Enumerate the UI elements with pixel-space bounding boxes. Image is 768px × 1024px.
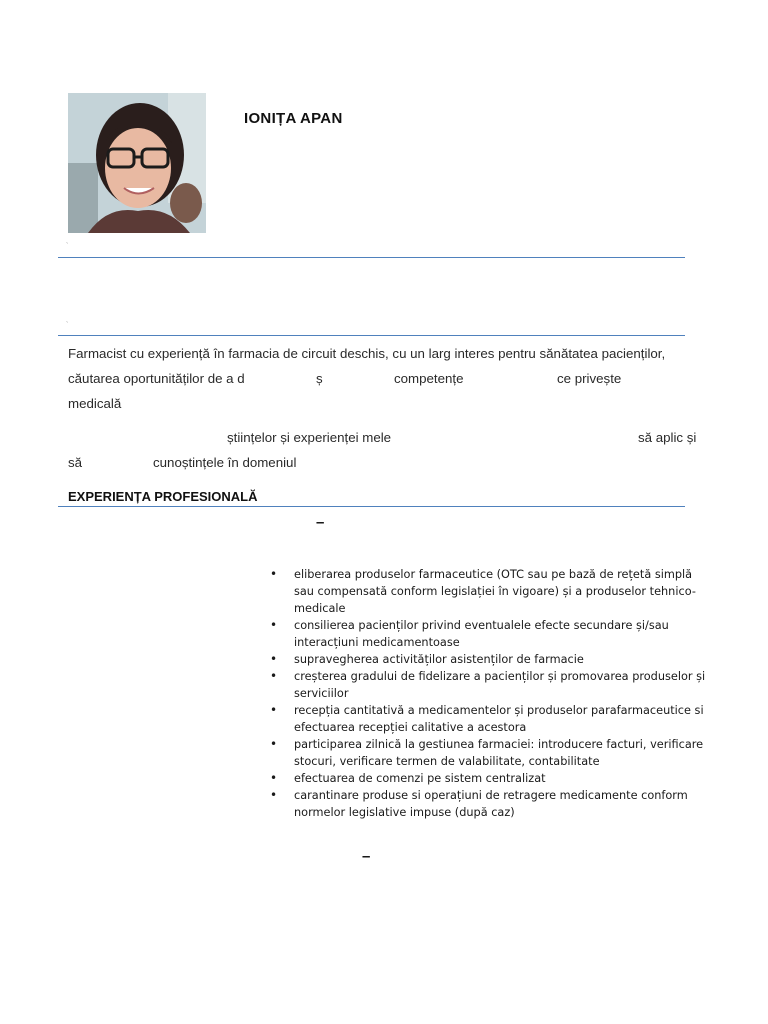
marker-tick: ` <box>66 243 69 250</box>
divider-line <box>58 335 685 336</box>
date-dash: – <box>362 848 371 865</box>
date-dash: – <box>316 514 325 531</box>
summary-line-3: medicală <box>68 396 122 411</box>
summary-line-5b: cunoștințele în domeniul <box>153 455 297 470</box>
summary-line-4b: să aplic și <box>638 430 697 445</box>
bullet-icon: • <box>270 618 278 632</box>
bullet-icon: • <box>270 567 278 581</box>
list-item <box>270 617 710 651</box>
candidate-name: IONIȚA APAN <box>244 110 343 127</box>
list-item-line: carantinare produse si operațiuni de retragere medicamente conform <box>294 789 688 802</box>
list-item-line: participarea zilnică la gestiunea farmaciei: introducere facturi, verificare <box>294 738 704 751</box>
list-item <box>270 651 710 668</box>
section-title-experience: EXPERIENȚA PROFESIONALĂ <box>68 489 258 504</box>
summary-line-2a: căutarea oportunităților de a d <box>68 371 245 386</box>
list-item-line: supravegherea activităților asistenților de farmacie <box>294 653 584 666</box>
divider-line <box>58 257 685 258</box>
list-item <box>270 702 710 736</box>
bullet-icon: • <box>270 652 278 666</box>
list-item-line: efectuarea de comenzi pe sistem centralizat <box>294 772 546 785</box>
list-item-line: eliberarea produselor farmaceutice (OTC sau pe bază de rețetă simplă <box>294 568 693 581</box>
bullet-icon: • <box>270 788 278 802</box>
list-item-line: creșterea gradului de fidelizare a pacienților și promovarea produselor și <box>294 670 706 683</box>
list-item <box>270 787 710 821</box>
list-item-line: recepția cantitativă a medicamentelor și produselor parafarmaceutice si <box>294 704 704 717</box>
list-item <box>270 668 710 702</box>
profile-photo-graphic <box>68 93 206 233</box>
summary-line-2d: ce privește <box>557 371 622 386</box>
list-item-line: efectuarea recepției calitative a acestora <box>294 721 527 734</box>
bullet-icon: • <box>270 771 278 785</box>
list-item-line: normelor legislative impuse (după caz) <box>294 806 515 819</box>
list-item-line: medicale <box>294 602 346 615</box>
summary-line-5a: să <box>68 455 83 470</box>
marker-tick: ` <box>66 322 69 329</box>
summary-line-2c: competențe <box>394 371 464 386</box>
bullet-icon: • <box>270 669 278 683</box>
list-item-line: interacțiuni medicamentoase <box>294 636 460 649</box>
summary-line-4a: științelor și experienței mele <box>227 430 392 445</box>
list-item-line: sau compensată conform legislației în vigoare) și a produselor tehnico- <box>294 585 696 598</box>
list-item <box>270 566 710 617</box>
list-item <box>270 770 710 787</box>
list-item-line: consilierea pacienților privind eventualele efecte secundare și/sau <box>294 619 669 632</box>
bullet-icon: • <box>270 703 278 717</box>
profile-photo <box>68 93 206 233</box>
duties-list <box>270 566 710 821</box>
list-item-line: stocuri, verificare termen de valabilitate, contabilitate <box>294 755 600 768</box>
summary-line-1: Farmacist cu experiență în farmacia de circuit deschis, cu un larg interes pentru sănătatea pacienților, <box>68 346 666 361</box>
bullet-icon: • <box>270 737 278 751</box>
divider-line <box>58 506 685 507</box>
summary-line-2b: ș <box>316 371 323 386</box>
list-item-line: serviciilor <box>294 687 349 700</box>
list-item <box>270 736 710 770</box>
